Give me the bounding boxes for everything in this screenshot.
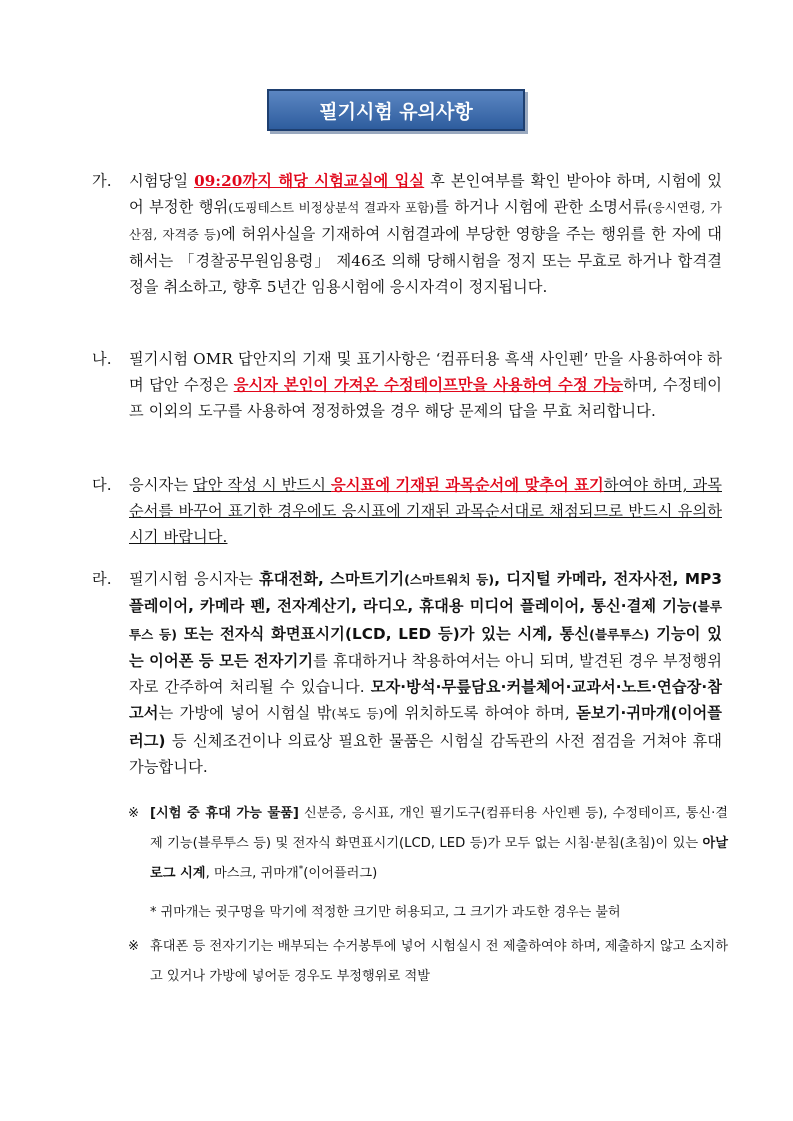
bold-text: , 디지털 카메라, 전자사전, MP3플레이어, 카메라 펜, 전자계산기, 라디오, 휴대용 미디어 플레이어, 통신·결제 기능 xyxy=(129,570,722,616)
text: 를 하거나 시험에 관한 소명서류 xyxy=(434,198,648,216)
small-text: (복도 등) xyxy=(331,706,384,722)
section-da xyxy=(92,472,722,550)
section-marker: 가. xyxy=(92,172,112,190)
bold-text: 모자·방석·무릎담요·커블체어·교과서·노트·연습장·참고서 xyxy=(129,678,722,723)
note-body xyxy=(150,799,728,889)
bold-small-text: (블루투스 등) xyxy=(129,599,722,642)
bold-text: 기능이 있는 이어폰 등 모든 전자기기 xyxy=(129,624,722,670)
text: 하며, 수정테이프 이외의 도구를 사용하여 정정하였을 경우 해당 문제의 답을 무효 처리합니다. xyxy=(129,376,722,420)
bold-text: [시험 중 휴대 가능 물품] xyxy=(150,806,299,821)
footnote-earplug: * 귀마개는 귓구멍을 막기에 적정한 크기만 허용되고, 그 크기가 과도한 경우는 불허 xyxy=(150,905,621,920)
small-text: (응시연령, 가산점, 자격증 등) xyxy=(129,200,723,242)
highlight-subject-order: 응시표에 기재된 과목순서에 맞추어 표기 xyxy=(331,476,604,494)
section-body xyxy=(129,472,722,550)
text: (이어플러그) xyxy=(303,866,378,881)
section-ga xyxy=(92,168,722,300)
section-marker: 라. xyxy=(92,570,112,588)
text: 는 가방에 넣어 시험실 밖 xyxy=(158,704,332,723)
text: 등 신체조건이나 의료상 필요한 물품은 시험실 감독관의 사전 점검을 거쳐야 휴대 가능합니다. xyxy=(129,731,722,777)
text: 신분증, 응시표, 개인 필기도구(컴퓨터용 사인펜 등), 수정테이프, 통신·결제 기능(블루투스 등) 및 전자식 화면표시기(LCD, LED 등)가 모두 없는 시침·분침(초침)이 있는 xyxy=(150,806,728,851)
note-marker: ※ xyxy=(128,939,140,954)
section-body xyxy=(129,168,722,300)
note-electronics xyxy=(128,932,728,992)
bold-text: 휴대전화, 스마트기기 xyxy=(258,570,405,588)
bold-text: 또는 전자식 화면표시기(LCD, LED 등)가 있는 시계, 통신 xyxy=(177,624,590,643)
text: 에 허위사실을 기재하여 시험결과에 부당한 영향을 주는 행위를 한 자에 대해서는 「경찰공무원임용령」 제46조 의해 당해시험을 정지 또는 무효로 하거나 합격결정을 취소하고, 향후 5년간 임용시험에 응시자격이 정지됩니다. xyxy=(129,225,722,296)
text: 시험당일 xyxy=(129,172,195,190)
section-na xyxy=(92,346,722,424)
section-marker: 다. xyxy=(92,476,112,494)
section-marker: 나. xyxy=(92,350,112,368)
small-text: (도핑테스트 비정상분석 결과자 포함) xyxy=(228,200,435,215)
text: , 마스크, 귀마개 xyxy=(205,866,299,881)
bold-small-text: (블루투스) xyxy=(589,626,650,642)
text: 필기시험 OMR 답안지의 기재 및 표기사항은 ‘컴퓨터용 흑색 사인펜’ 만을 사용하여야 하며 답안 수정은 xyxy=(129,350,722,394)
text: 에 위치하도록 하여야 하며, xyxy=(383,704,577,723)
section-body xyxy=(129,566,722,780)
text: 를 휴대하거나 착용하여서는 아니 되며, 발견된 경우 부정행위자로 간주하여 처리될 수 있습니다. xyxy=(129,651,722,697)
note-marker: ※ xyxy=(128,806,140,821)
note-body: 휴대폰 등 전자기기는 배부되는 수거봉투에 넣어 시험실시 전 제출하여야 하며, 제출하지 않고 소지하고 있거나 가방에 넣어둔 경우도 부정행위로 적발 xyxy=(150,939,728,984)
note-allowed-items xyxy=(128,799,728,889)
bold-small-text: (스마트워치 등) xyxy=(404,572,495,587)
footnote-mark: * xyxy=(298,864,304,875)
section-ra xyxy=(92,566,722,780)
bold-text: 아날로그 시계 xyxy=(150,836,728,881)
highlight-entry-time: 09:20까지 해당 시험교실에 입실 xyxy=(194,172,425,190)
text: 필기시험 응시자는 xyxy=(129,570,259,588)
text: 후 본인여부를 확인 받아야 하며, 시험에 있어 부정한 행위 xyxy=(129,172,723,216)
highlight-correction-tape: 응시자 본인이 가져온 수정테이프만을 사용하여 수정 가능 xyxy=(233,376,624,394)
page-title: 필기시험 유의사항 xyxy=(267,89,525,131)
underlined-text: 답안 작성 시 반드시 xyxy=(193,476,332,494)
underlined-text: 하여야 하며, 과목순서를 바꾸어 표기한 경우에도 응시표에 기재된 과목순서대로 채점되므로 반드시 유의하시기 바랍니다. xyxy=(129,476,722,546)
section-body xyxy=(129,346,722,424)
bold-text: 돋보기·귀마개(이어플러그) xyxy=(129,704,723,750)
text: 응시자는 xyxy=(129,476,194,494)
